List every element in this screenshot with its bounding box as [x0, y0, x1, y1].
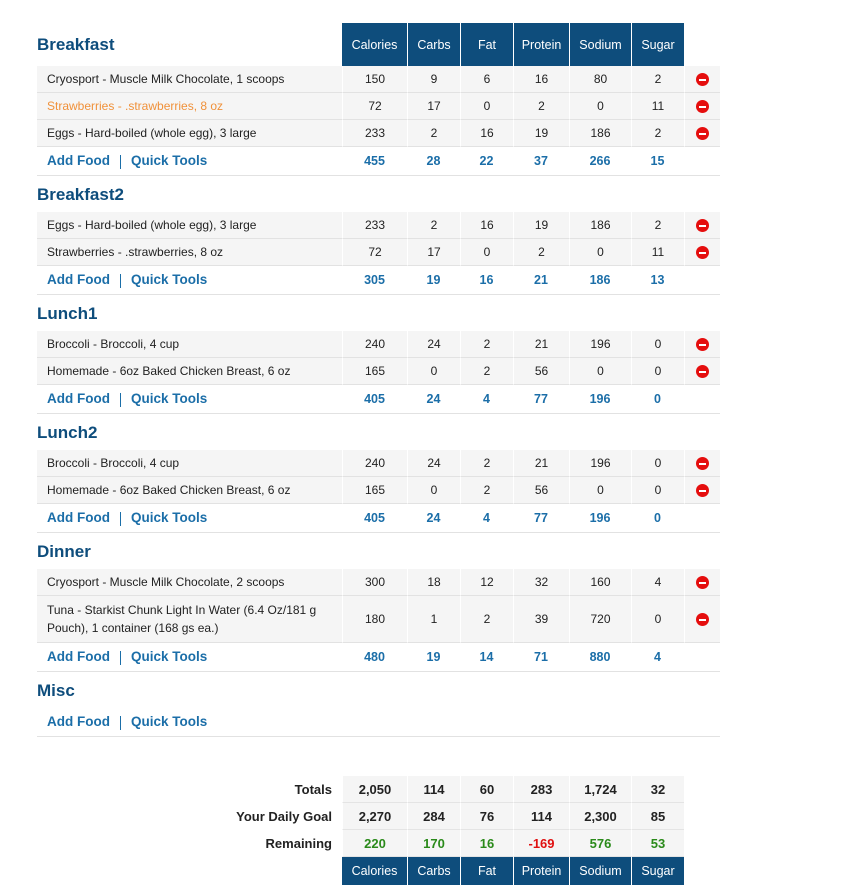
food-entry-name[interactable]: Homemade - 6oz Baked Chicken Breast, 6 oz: [37, 477, 342, 504]
food-entry-name[interactable]: Eggs - Hard-boiled (whole egg), 3 large: [37, 212, 342, 239]
summary-label-goal: Your Daily Goal: [180, 803, 342, 830]
food-entry-name[interactable]: Strawberries - .strawberries, 8 oz: [37, 93, 342, 120]
summary-remaining-carbs: 170: [407, 830, 460, 857]
food-entry-fat: 16: [460, 120, 513, 147]
food-entry-protein: 39: [513, 596, 569, 643]
food-entry-name[interactable]: Broccoli - Broccoli, 4 cup: [37, 450, 342, 477]
food-entry-sodium: 196: [569, 331, 631, 358]
meal-total-calories: 480: [342, 643, 407, 672]
food-entry-row: [37, 450, 720, 477]
add-food-link[interactable]: Add Food: [47, 272, 110, 288]
food-entry-sugar: 0: [631, 358, 684, 385]
food-entry-sodium: 160: [569, 569, 631, 596]
meal-total-protein: 71: [513, 643, 569, 672]
summary-column-header-carbs: Carbs: [407, 857, 460, 885]
add-food-link[interactable]: Add Food: [47, 714, 110, 730]
food-entry-row: [37, 596, 720, 643]
food-entry-protein: 56: [513, 358, 569, 385]
food-entry-carbs: 24: [407, 450, 460, 477]
delete-icon[interactable]: [696, 338, 709, 351]
food-entry-protein: 21: [513, 331, 569, 358]
meal-total-fat: 16: [460, 266, 513, 295]
add-food-link[interactable]: Add Food: [47, 153, 110, 169]
delete-entry-cell: [684, 120, 720, 147]
link-separator: [120, 512, 121, 526]
summary-column-header-calories: Calories: [342, 857, 407, 885]
meal-total-sugar: 0: [631, 504, 684, 533]
summary-totals-carbs: 114: [407, 776, 460, 803]
meal-total-sodium: 266: [569, 147, 631, 176]
daily-totals-summary: [180, 776, 684, 885]
food-entry-protein: 19: [513, 120, 569, 147]
summary-goal-calories: 2,270: [342, 803, 407, 830]
food-entry-sugar: 11: [631, 93, 684, 120]
food-entry-fat: 0: [460, 239, 513, 266]
meal-total-protein: 77: [513, 504, 569, 533]
delete-column-header: [684, 23, 720, 66]
summary-row-remaining: [180, 830, 684, 857]
food-entry-sodium: 0: [569, 358, 631, 385]
summary-column-header-fat: Fat: [460, 857, 513, 885]
meal-actions: [37, 504, 342, 533]
meal-header-row: [37, 533, 720, 569]
food-entry-row: [37, 212, 720, 239]
meal-footer-row: [37, 643, 720, 672]
summary-row-totals: [180, 776, 684, 803]
food-entry-row: [37, 239, 720, 266]
delete-entry-cell: [684, 596, 720, 643]
meal-total-fat: 4: [460, 504, 513, 533]
meal-title: Misc: [37, 672, 720, 708]
meal-header-row: [37, 295, 720, 331]
meal-footer-row: [37, 708, 720, 737]
meal-actions: [37, 147, 342, 176]
summary-goal-protein: 114: [513, 803, 569, 830]
summary-totals-sugar: 32: [631, 776, 684, 803]
meal-footer-row: [37, 504, 720, 533]
column-header-calories: Calories: [342, 23, 407, 66]
food-entry-sugar: 11: [631, 239, 684, 266]
food-entry-fat: 2: [460, 477, 513, 504]
food-entry-fat: 2: [460, 331, 513, 358]
food-entry-protein: 2: [513, 93, 569, 120]
food-entry-protein: 56: [513, 477, 569, 504]
food-entry-sugar: 0: [631, 596, 684, 643]
meal-actions: [37, 643, 342, 672]
delete-entry-cell: [684, 569, 720, 596]
food-entry-fat: 12: [460, 569, 513, 596]
empty-cell: [684, 385, 720, 414]
quick-tools-link[interactable]: Quick Tools: [130, 510, 208, 526]
food-entry-protein: 32: [513, 569, 569, 596]
food-entry-sodium: 0: [569, 239, 631, 266]
meal-total-sugar: 4: [631, 643, 684, 672]
meal-total-fat: 4: [460, 385, 513, 414]
food-entry-carbs: 2: [407, 212, 460, 239]
summary-remaining-sodium: 576: [569, 830, 631, 857]
meal-footer-row: [37, 385, 720, 414]
summary-label-remaining: Remaining: [180, 830, 342, 857]
meal-total-fat: 22: [460, 147, 513, 176]
food-entry-sugar: 2: [631, 66, 684, 93]
food-entry-carbs: 9: [407, 66, 460, 93]
quick-tools-link[interactable]: Quick Tools: [130, 272, 208, 288]
food-entry-calories: 72: [342, 239, 407, 266]
meal-total-carbs: 28: [407, 147, 460, 176]
food-entry-name[interactable]: Cryosport - Muscle Milk Chocolate, 2 scoops: [37, 569, 342, 596]
meal-total-sodium: 196: [569, 385, 631, 414]
meal-total-carbs: 24: [407, 504, 460, 533]
meal-actions: [37, 385, 342, 414]
meal-title: Lunch1: [37, 295, 720, 331]
meal-total-sodium: 196: [569, 504, 631, 533]
diary-table: [37, 23, 720, 737]
food-entry-sugar: 4: [631, 569, 684, 596]
food-entry-name[interactable]: Tuna - Starkist Chunk Light In Water (6.4 Oz/181 g Pouch), 1 container (168 gs ea.): [37, 596, 342, 643]
food-entry-calories: 165: [342, 358, 407, 385]
food-entry-carbs: 24: [407, 331, 460, 358]
food-entry-protein: 21: [513, 450, 569, 477]
meal-total-sugar: 15: [631, 147, 684, 176]
meal-total-calories: 405: [342, 385, 407, 414]
food-entry-sugar: 0: [631, 331, 684, 358]
quick-tools-link[interactable]: Quick Tools: [130, 714, 208, 730]
empty-cell: [684, 504, 720, 533]
food-entry-row: [37, 569, 720, 596]
food-entry-calories: 233: [342, 120, 407, 147]
delete-icon[interactable]: [696, 613, 709, 626]
meal-title: Breakfast: [37, 34, 115, 54]
food-entry-protein: 16: [513, 66, 569, 93]
delete-icon[interactable]: [696, 219, 709, 232]
meal-header-row: [37, 414, 720, 450]
delete-icon[interactable]: [696, 73, 709, 86]
food-entry-fat: 2: [460, 450, 513, 477]
empty-cell: [684, 147, 720, 176]
quick-tools-link[interactable]: Quick Tools: [130, 153, 208, 169]
meal-actions: [37, 708, 720, 737]
column-header-protein: Protein: [513, 23, 569, 66]
food-entry-name[interactable]: Broccoli - Broccoli, 4 cup: [37, 331, 342, 358]
meal-total-carbs: 24: [407, 385, 460, 414]
food-entry-sodium: 186: [569, 120, 631, 147]
summary-remaining-protein: -169: [513, 830, 569, 857]
summary-remaining-fat: 16: [460, 830, 513, 857]
food-entry-row: [37, 331, 720, 358]
meal-total-calories: 305: [342, 266, 407, 295]
meal-total-protein: 77: [513, 385, 569, 414]
delete-icon[interactable]: [696, 484, 709, 497]
add-food-link[interactable]: Add Food: [47, 391, 110, 407]
food-entry-carbs: 17: [407, 93, 460, 120]
food-entry-carbs: 2: [407, 120, 460, 147]
food-entry-sugar: 0: [631, 477, 684, 504]
delete-entry-cell: [684, 477, 720, 504]
food-entry-row: [37, 358, 720, 385]
food-entry-fat: 6: [460, 66, 513, 93]
meal-total-protein: 21: [513, 266, 569, 295]
column-header-sodium: Sodium: [569, 23, 631, 66]
food-entry-calories: 240: [342, 450, 407, 477]
delete-entry-cell: [684, 239, 720, 266]
meal-title: Breakfast2: [37, 176, 720, 212]
food-entry-calories: 72: [342, 93, 407, 120]
summary-totals-protein: 283: [513, 776, 569, 803]
meal-total-carbs: 19: [407, 266, 460, 295]
empty-cell: [180, 857, 342, 885]
food-entry-fat: 2: [460, 596, 513, 643]
meal-total-carbs: 19: [407, 643, 460, 672]
delete-entry-cell: [684, 212, 720, 239]
food-entry-calories: 300: [342, 569, 407, 596]
food-entry-calories: 233: [342, 212, 407, 239]
food-diary: [37, 23, 720, 737]
food-entry-fat: 2: [460, 358, 513, 385]
meal-header-row: [37, 176, 720, 212]
summary-totals-sodium: 1,724: [569, 776, 631, 803]
food-entry-fat: 0: [460, 93, 513, 120]
meal-actions: [37, 266, 342, 295]
meal-header-row: [37, 672, 720, 708]
food-entry-row: [37, 120, 720, 147]
column-header-fat: Fat: [460, 23, 513, 66]
summary-remaining-sugar: 53: [631, 830, 684, 857]
add-food-link[interactable]: Add Food: [47, 649, 110, 665]
food-entry-name[interactable]: Homemade - 6oz Baked Chicken Breast, 6 oz: [37, 358, 342, 385]
food-entry-sodium: 186: [569, 212, 631, 239]
meal-title: Lunch2: [37, 414, 720, 450]
delete-entry-cell: [684, 450, 720, 477]
summary-column-headers: [180, 857, 684, 885]
delete-entry-cell: [684, 358, 720, 385]
summary-row-goal: [180, 803, 684, 830]
link-separator: [120, 393, 121, 407]
food-entry-sugar: 2: [631, 212, 684, 239]
food-entry-protein: 19: [513, 212, 569, 239]
quick-tools-link[interactable]: Quick Tools: [130, 391, 208, 407]
food-entry-row: [37, 66, 720, 93]
food-entry-protein: 2: [513, 239, 569, 266]
summary-column-header-sodium: Sodium: [569, 857, 631, 885]
meal-total-sodium: 186: [569, 266, 631, 295]
summary-goal-carbs: 284: [407, 803, 460, 830]
food-entry-calories: 165: [342, 477, 407, 504]
summary-totals-fat: 60: [460, 776, 513, 803]
food-entry-sodium: 0: [569, 93, 631, 120]
meal-total-sugar: 13: [631, 266, 684, 295]
link-separator: [120, 155, 121, 169]
food-entry-name[interactable]: Eggs - Hard-boiled (whole egg), 3 large: [37, 120, 342, 147]
delete-entry-cell: [684, 331, 720, 358]
food-entry-name[interactable]: Strawberries - .strawberries, 8 oz: [37, 239, 342, 266]
food-entry-sodium: 720: [569, 596, 631, 643]
food-entry-carbs: 0: [407, 477, 460, 504]
meal-total-fat: 14: [460, 643, 513, 672]
delete-icon[interactable]: [696, 457, 709, 470]
add-food-link[interactable]: Add Food: [47, 510, 110, 526]
summary-label-totals: Totals: [180, 776, 342, 803]
column-header-carbs: Carbs: [407, 23, 460, 66]
food-entry-sugar: 0: [631, 450, 684, 477]
meal-header-row: [37, 23, 720, 66]
summary-goal-sugar: 85: [631, 803, 684, 830]
delete-entry-cell: [684, 66, 720, 93]
food-entry-row: [37, 93, 720, 120]
link-separator: [120, 274, 121, 288]
food-entry-calories: 180: [342, 596, 407, 643]
summary-column-header-sugar: Sugar: [631, 857, 684, 885]
link-separator: [120, 716, 121, 730]
meal-total-calories: 405: [342, 504, 407, 533]
food-entry-carbs: 1: [407, 596, 460, 643]
food-entry-calories: 240: [342, 331, 407, 358]
empty-cell: [684, 643, 720, 672]
column-header-sugar: Sugar: [631, 23, 684, 66]
summary-remaining-calories: 220: [342, 830, 407, 857]
summary-goal-sodium: 2,300: [569, 803, 631, 830]
delete-icon[interactable]: [696, 576, 709, 589]
food-entry-sugar: 2: [631, 120, 684, 147]
food-entry-carbs: 17: [407, 239, 460, 266]
meal-footer-row: [37, 266, 720, 295]
food-entry-sodium: 196: [569, 450, 631, 477]
food-entry-calories: 150: [342, 66, 407, 93]
meal-total-protein: 37: [513, 147, 569, 176]
food-entry-name[interactable]: Cryosport - Muscle Milk Chocolate, 1 scoops: [37, 66, 342, 93]
food-entry-sodium: 80: [569, 66, 631, 93]
quick-tools-link[interactable]: Quick Tools: [130, 649, 208, 665]
link-separator: [120, 651, 121, 665]
meal-total-sodium: 880: [569, 643, 631, 672]
meal-title: Dinner: [37, 533, 720, 569]
food-entry-sodium: 0: [569, 477, 631, 504]
empty-cell: [684, 266, 720, 295]
food-entry-row: [37, 477, 720, 504]
meal-total-calories: 455: [342, 147, 407, 176]
delete-icon[interactable]: [696, 100, 709, 113]
summary-goal-fat: 76: [460, 803, 513, 830]
meal-total-sugar: 0: [631, 385, 684, 414]
summary-totals-calories: 2,050: [342, 776, 407, 803]
food-entry-carbs: 18: [407, 569, 460, 596]
delete-icon[interactable]: [696, 365, 709, 378]
delete-icon[interactable]: [696, 246, 709, 259]
delete-icon[interactable]: [696, 127, 709, 140]
food-entry-carbs: 0: [407, 358, 460, 385]
delete-entry-cell: [684, 93, 720, 120]
meal-footer-row: [37, 147, 720, 176]
food-entry-fat: 16: [460, 212, 513, 239]
summary-column-header-protein: Protein: [513, 857, 569, 885]
